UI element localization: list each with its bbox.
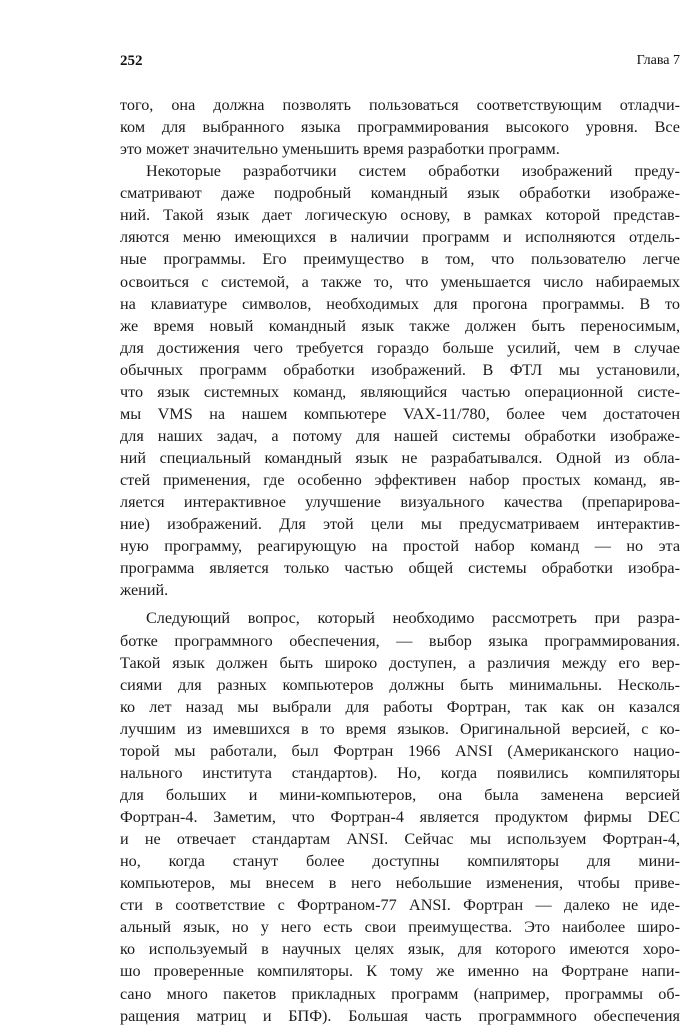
text-line: шо проверенные компиляторы. К тому же именно на Фортране напи- (120, 962, 680, 981)
text-line: того, она должна позволять пользоваться соответствующим отладчи- (120, 96, 680, 114)
text-line: ную программу, реагирующую на простой набор команд — но эта (120, 537, 680, 556)
text-line: освоиться с системой, а также то, что уменьшается число набираемых (120, 272, 680, 291)
text-line: ний специальный командный язык не разрабатывался. Одной из обла- (120, 449, 680, 467)
text-line: компьютеров, мы внесем в него небольшие изменения, чтобы приве- (120, 874, 680, 893)
body-text (120, 94, 680, 1027)
text-line: на клавиатуре символов, необходимых для прогона программы. В то (120, 294, 680, 313)
text-line: ко лет назад мы выбрали для работы Фортран, так как он казался (120, 697, 680, 716)
text-line: ний. Такой язык дает логическую основу, в рамках которой представ- (120, 206, 680, 225)
text-line: и не отвечает стандартам ANSI. Сейчас мы используем Фортран-4, (120, 830, 680, 849)
text-line: ные программы. Его преимущество в том, что пользователю легче (120, 250, 680, 269)
text-line: что язык системных команд, являющийся частью операционной систе- (120, 382, 680, 401)
text-line: ляются меню имеющихся в наличии программ и исполняются отдель- (120, 228, 680, 247)
text-line: торой мы работали, был Фортран 1966 ANSI (Американского нацио- (120, 741, 680, 760)
text-line: же время новый командный язык также должен быть переносимым, (120, 316, 680, 335)
text-line: для больших и мини-компьютеров, она была заменена версией (120, 785, 680, 804)
text-line: ние) изображений. Для этой цели мы предусматриваем интерактив- (120, 515, 680, 534)
chapter-label: Глава 7 (636, 53, 680, 68)
text-line: Такой язык должен быть широко доступен, а различия между его вер- (120, 653, 680, 672)
page-number: 252 (120, 53, 143, 69)
text-line: сано много пакетов прикладных программ (например, программы об- (120, 984, 680, 1003)
text-line: жений. (120, 581, 169, 600)
text-line: сти в соответствие с Фортраном-77 ANSI. Фортран — далеко не иде- (120, 896, 680, 915)
text-line: ращения матриц и БПФ). Большая часть программного обеспечения (120, 1006, 680, 1025)
text-line: сиями для разных компьютеров должны быть минимальны. Несколь- (120, 675, 680, 694)
text-line: ко используемый в научных целях язык, для которого имеются хоро- (120, 940, 680, 959)
text-line: сматривают даже подробный командный язык обработки изображе- (120, 184, 680, 203)
text-line: но, когда станут более доступны компиляторы для мини- (120, 852, 680, 871)
text-line: это может значительно уменьшить время разработки программ. (120, 140, 560, 159)
text-line: для наших задач, а потому для нашей системы обработки изображе- (120, 426, 680, 445)
text-line: Некоторые разработчики систем обработки изображений преду- (146, 162, 680, 181)
text-line: обычных программ обработки изображений. В ФТЛ мы установили, (120, 360, 680, 379)
text-line: стей применения, где особенно эффективен набор простых команд, яв- (120, 471, 680, 490)
page-header (120, 53, 680, 73)
text-line: мы VMS на нашем компьютере VAX-11/780, более чем достаточен (120, 404, 680, 423)
text-line: Следующий вопрос, который необходимо рассмотреть при разра- (146, 609, 680, 628)
text-line: Фортран-4. Заметим, что Фортран-4 является продуктом фирмы DEC (120, 808, 680, 826)
text-line: программа является только частью общей системы обработки изобра- (120, 559, 680, 578)
text-line: ботке программного обеспечения, — выбор языка программирования. (120, 631, 680, 650)
text-line: ляется интерактивное улучшение визуального качества (препарирова- (120, 493, 680, 512)
text-line: для достижения чего требуется гораздо больше усилий, чем в случае (120, 338, 680, 357)
text-line: лучшим из имевшихся в то время языков. Оригинальной версией, с ко- (120, 719, 680, 738)
text-line: альный язык, но у него есть свои преимущества. Это наиболее широ- (120, 918, 680, 937)
text-line: нального института стандартов). Но, когда появились компиляторы (120, 763, 680, 782)
text-line: ком для выбранного языка программирования высокого уровня. Все (120, 118, 680, 137)
